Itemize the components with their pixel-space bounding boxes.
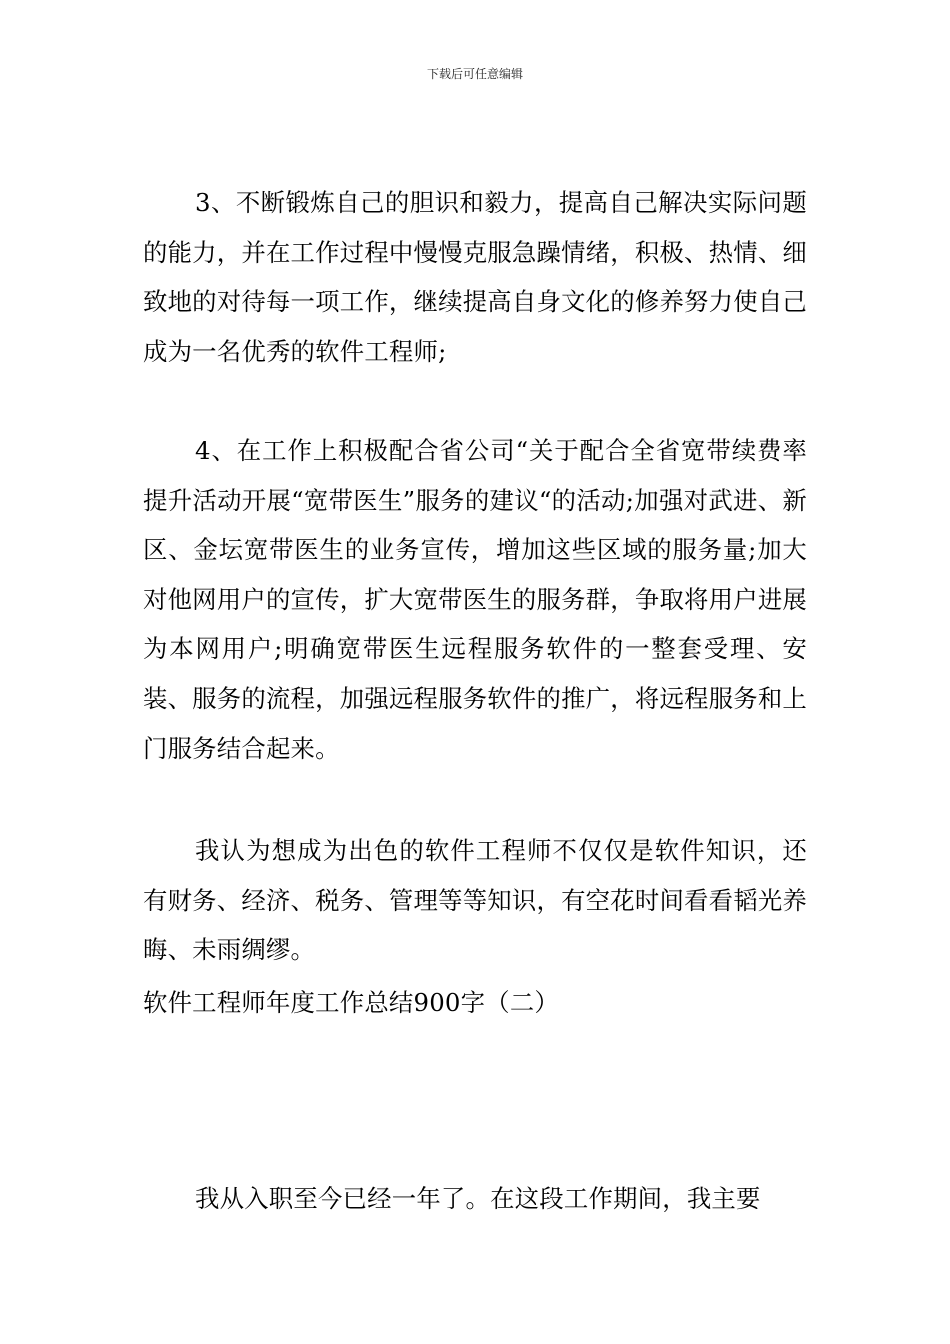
paragraph-intro: 我从入职至今已经一年了。在这段工作期间，我主要 — [195, 1184, 761, 1213]
section-title: 软件工程师年度工作总结900字（二） — [143, 988, 560, 1017]
paragraph-item-4: 4、在工作上积极配合省公司“关于配合全省宽带续费率提升活动开展“宽带医生”服务的建议“的活动;加强对武进、新区、金坛宽带医生的业务宣传，增加这些区域的服务量;加大对他网用户的宣传，扩大宽带医生的服务群，争取将用户进展为本网用户;明确宽带医生远程服务软件的一整套受理、安装、服务的流程，加强远程服务软件的推广，将远程服务和上门服务结合起来。 — [143, 436, 807, 763]
page-header: 下载后可任意编辑 — [426, 67, 523, 81]
paragraph-opinion: 我认为想成为出色的软件工程师不仅仅是软件知识，还有财务、经济、税务、管理等等知识，有空花时间看看韬光养晦、未雨绸缪。 — [143, 836, 807, 965]
paragraph-item-3: 3、不断锻炼自己的胆识和毅力，提高自己解决实际问题的能力，并在工作过程中慢慢克服急躁情绪，积极、热情、细致地的对待每一项工作，继续提高自身文化的修养努力使自己成为一名优秀的软件工程师; — [143, 188, 807, 366]
